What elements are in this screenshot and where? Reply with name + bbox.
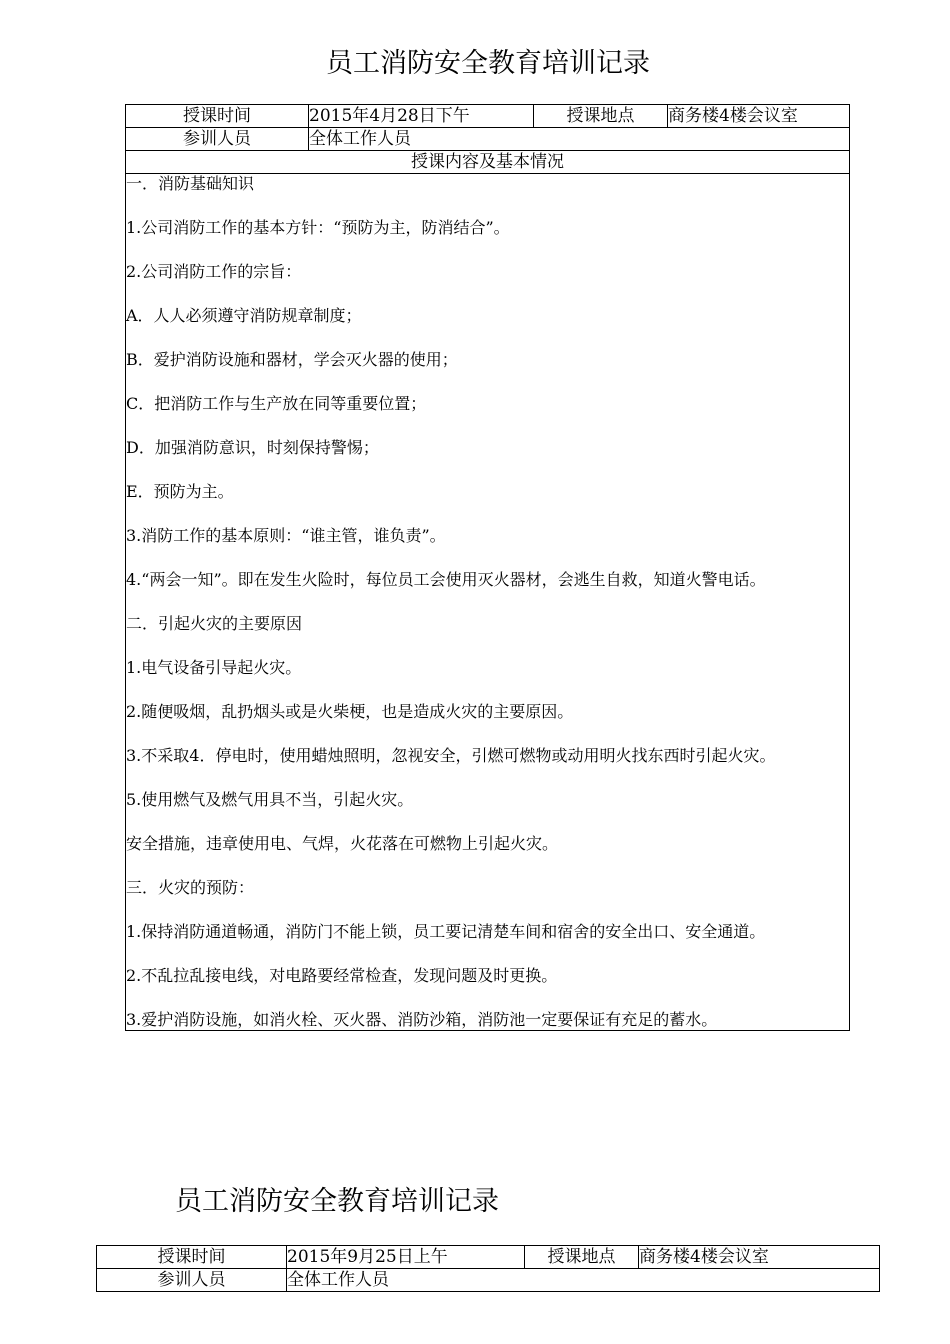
content-line: E．预防为主。 — [126, 482, 234, 501]
content-line: 1.保持消防通道畅通，消防门不能上锁，员工要记清楚车间和宿舍的安全出口、安全通道。 — [126, 922, 766, 941]
attendees-label: 参训人员 — [126, 128, 309, 151]
time-value: 2015年9月25日上午 — [287, 1246, 525, 1269]
content-heading-row — [126, 151, 850, 174]
content-line: 二．引起火灾的主要原因 — [126, 614, 303, 633]
time-label: 授课时间 — [126, 105, 309, 128]
attendees-row — [97, 1269, 880, 1292]
attendees-label: 参训人员 — [97, 1269, 287, 1292]
content-line: 3.消防工作的基本原则：“谁主管，谁负责”。 — [126, 526, 446, 545]
record-info-row — [97, 1246, 880, 1269]
time-value: 2015年4月28日下午 — [309, 105, 534, 128]
training-record-table-1 — [125, 104, 850, 1031]
attendees-value: 全体工作人员 — [309, 128, 850, 151]
content-line: 5.使用燃气及燃气用具不当，引起火灾。 — [126, 790, 414, 809]
content-line: 2.不乱拉乱接电线，对电路要经常检查，发现问题及时更换。 — [126, 966, 558, 985]
place-label: 授课地点 — [525, 1246, 639, 1269]
content-line: 4.“两会一知”。即在发生火险时，每位员工会使用灭火器材，会逃生自救，知道火警电话。 — [126, 570, 766, 589]
content-line: 2.随便吸烟，乱扔烟头或是火柴梗，也是造成火灾的主要原因。 — [126, 702, 574, 721]
time-label: 授课时间 — [97, 1246, 287, 1269]
content-line: 1.公司消防工作的基本方针：“预防为主，防消结合”。 — [126, 218, 510, 237]
training-record-table-2 — [96, 1245, 880, 1292]
content-heading: 授课内容及基本情况 — [126, 151, 850, 174]
content-line: 3.爱护消防设施，如消火栓、灭火器、消防沙箱，消防池一定要保证有充足的蓄水。 — [126, 1010, 718, 1029]
place-value: 商务楼4楼会议室 — [639, 1246, 880, 1269]
place-label: 授课地点 — [534, 105, 668, 128]
content-line: 3.不采取4．停电时，使用蜡烛照明，忽视安全，引燃可燃物或动用明火找东西时引起火灾。 — [126, 746, 776, 765]
content-line: C．把消防工作与生产放在同等重要位置； — [126, 394, 427, 413]
content-line: D．加强消防意识，时刻保持警惕； — [126, 438, 379, 457]
content-body — [126, 174, 850, 1031]
content-line: 一．消防基础知识 — [126, 174, 255, 193]
content-line: 三．火灾的预防： — [126, 878, 255, 897]
place-value: 商务楼4楼会议室 — [668, 105, 850, 128]
content-line: 1.电气设备引导起火灾。 — [126, 658, 302, 677]
page-title-1: 员工消防安全教育培训记录 — [326, 48, 650, 79]
page-title-2: 员工消防安全教育培训记录 — [175, 1186, 499, 1217]
content-line: 安全措施，违章使用电、气焊，火花落在可燃物上引起火灾。 — [126, 834, 559, 853]
content-line: 2.公司消防工作的宗旨： — [126, 262, 302, 281]
content-line: A．人人必须遵守消防规章制度； — [126, 306, 362, 325]
record-info-row — [126, 105, 850, 128]
content-line: B．爱护消防设施和器材，学会灭火器的使用； — [126, 350, 458, 369]
attendees-row — [126, 128, 850, 151]
content-row — [126, 174, 850, 1031]
attendees-value: 全体工作人员 — [287, 1269, 880, 1292]
